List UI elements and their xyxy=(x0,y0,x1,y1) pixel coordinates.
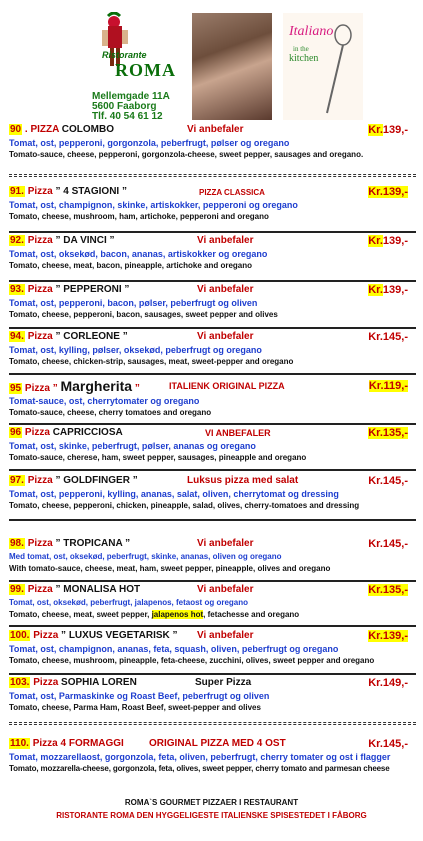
divider xyxy=(9,174,416,177)
item-pizza-label: Pizza xyxy=(27,235,53,246)
item-name: ” 4 STAGIONI ” xyxy=(55,186,127,197)
divider xyxy=(9,231,416,233)
item-ingredients-da: Tomat, ost, champignon, skinke, artiskokker, pepperoni og oregano xyxy=(9,200,298,210)
owners-photo xyxy=(192,13,272,120)
item-ingredients-en: Tomato, cheese, pepperoni, chicken, pineapple, salad, olives, cherry-tomatoes and dressing xyxy=(9,501,360,510)
item-pizza-label: Pizza xyxy=(32,738,58,749)
item-number: 93. xyxy=(10,284,24,295)
item-ingredients-en: Tomato, cheese, meat, bacon, pineapple, artichoke and oregano xyxy=(9,261,253,270)
item-pizza-label: Pizza xyxy=(24,427,50,438)
item-ingredients-da: Med tomat, ost, oksekød, peberfrugt, skinke, ananas, oliven og oregano xyxy=(9,552,282,561)
item-ingredients-da: Tomat, ost, pepperoni, bacon, pølser, peberfrugt og oliven xyxy=(9,298,258,308)
item-price: Kr.139,- xyxy=(368,630,408,642)
item-pizza-label: Pizza xyxy=(33,677,59,688)
item-pizza-label: . PIZZA xyxy=(24,124,59,135)
item-pizza-label: Pizza xyxy=(27,538,53,549)
item-number: 90 xyxy=(10,124,22,135)
item-name: ” PEPPERONI ” xyxy=(55,284,130,295)
item-ingredients-da: Tomat, ost, oksekød, bacon, ananas, artiskokker og oregano xyxy=(9,249,268,259)
item-name: CAPRICCIOSA xyxy=(52,427,123,438)
menu-item-103 xyxy=(9,676,416,713)
item-name: ” TROPICANA ” xyxy=(55,538,131,549)
menu-header xyxy=(0,0,423,122)
menu-item-97 xyxy=(9,474,416,511)
menu-item-98 xyxy=(9,537,416,574)
footer-line-2: RISTORANTE ROMA DEN HYGGELIGESTE ITALIENSKE SPISESTEDET I FÅBORG xyxy=(56,811,367,820)
item-name: ” CORLEONE ” xyxy=(55,331,128,342)
item-name: SOPHIA LOREN xyxy=(61,677,137,688)
divider xyxy=(9,280,416,282)
item-price: Kr.145,- xyxy=(368,538,408,550)
menu-item-99 xyxy=(9,583,416,620)
menu-item-95 xyxy=(9,377,416,418)
item-ingredients-da: Tomat, ost, pepperoni, gorgonzola, peberfrugt, pølser og oregano xyxy=(9,138,290,148)
item-ingredients-en: Tomato-sauce, cheese, cherry tomatoes and oregano xyxy=(9,408,212,417)
item-number: 110. xyxy=(10,738,29,749)
menu-item-94 xyxy=(9,330,416,367)
item-pizza-label: Pizza xyxy=(27,331,53,342)
item-pizza-label: Pizza xyxy=(27,284,53,295)
kitchen-word: kitchen xyxy=(289,53,319,64)
item-ingredients-en: Tomato, cheese, mushroom, pineapple, feta-cheese, zucchini, olives, sweet pepper and oregano xyxy=(9,656,375,665)
divider xyxy=(9,519,416,521)
item-number: 96 xyxy=(10,427,22,438)
item-ingredients-da: Tomat, ost, Parmaskinke og Roast Beef, peberfrugt og oliven xyxy=(9,691,270,701)
item-number: 92. xyxy=(10,235,24,246)
menu-item-90 xyxy=(9,123,416,160)
item-pizza-label: Pizza xyxy=(33,630,59,641)
menu-item-96 xyxy=(9,426,416,463)
item-number: 91. xyxy=(10,186,24,197)
item-tag: Luksus pizza med salat xyxy=(187,475,299,486)
item-tag: ORIGINAL PIZZA MED 4 OST xyxy=(149,738,286,749)
item-ingredients-da: Tomat, ost, oksekød, peberfrugt, jalapenos, fetaost og oregano xyxy=(9,598,248,607)
item-name: 4 FORMAGGI xyxy=(60,738,124,749)
divider xyxy=(9,722,416,725)
in-the-word: in the xyxy=(293,45,309,53)
divider xyxy=(9,423,416,425)
divider xyxy=(9,673,416,675)
item-ingredients-da: Tomat, mozzarellaost, gorgonzola, feta, oliven, peberfrugt, cherry tomater og ost i flagger xyxy=(9,752,391,762)
item-price: Kr.145,- xyxy=(368,738,408,750)
item-tag: Super Pizza xyxy=(195,677,252,688)
item-ingredients-da: Tomat, ost, champignon, ananas, feta, squash, oliven, peberfrugt og oregano xyxy=(9,644,339,654)
item-price: Kr.135,- xyxy=(368,427,408,439)
item-price: Kr.139,- xyxy=(368,284,408,296)
item-pizza-label: Pizza xyxy=(27,584,53,595)
item-name: ” GOLDFINGER ” xyxy=(55,475,138,486)
footer-line-1: ROMA`S GOURMET PIZZAER I RESTAURANT xyxy=(124,798,299,807)
item-tag: VI ANBEFALER xyxy=(205,428,271,438)
menu-item-91 xyxy=(9,185,416,222)
item-name: ” DA VINCI ” xyxy=(55,235,115,246)
item-price: Kr.139,- xyxy=(368,186,408,198)
item-ingredients-en: Tomato, cheese, meat, sweet pepper, jalapenos hot, fetachesse and oregano xyxy=(9,610,300,619)
item-ingredients-en: Tomato, mozzarella-cheese, gorgonzola, feta, olives, sweet pepper, cherry tomato and parmesan cheese xyxy=(9,764,390,773)
item-number: 97. xyxy=(10,475,24,486)
item-ingredients-en: Tomato, cheese, Parma Ham, Roast Beef, sweet-pepper and olives xyxy=(9,703,261,712)
item-tag: Vi anbefaler xyxy=(197,331,254,342)
item-ingredients-en: Tomato-sauce, cherese, ham, sweet pepper, sausages, pineapple and oregano xyxy=(9,453,307,462)
menu-item-92 xyxy=(9,234,416,271)
item-price: Kr.119,- xyxy=(368,380,408,392)
menu-item-93 xyxy=(9,283,416,320)
divider xyxy=(9,327,416,329)
item-tag: ITALIENK ORIGINAL PIZZA xyxy=(169,381,285,391)
item-ingredients-en: Tomato, cheese, chicken-strip, sausages, meat, sweet-pepper and oregano xyxy=(9,357,294,366)
item-name-suffix: ” xyxy=(134,383,140,394)
item-price: Kr.149,- xyxy=(368,677,408,689)
item-price: Kr.139,- xyxy=(368,235,408,247)
item-ingredients-da: Tomat, ost, pepperoni, kylling, ananas, salat, oliven, cherrytomat og dressing xyxy=(9,489,339,499)
item-tag: Vi anbefaler xyxy=(197,284,254,295)
item-number: 103. xyxy=(10,677,30,688)
item-number: 99. xyxy=(10,584,24,595)
item-price: Kr.135,- xyxy=(368,584,408,596)
item-tag: PIZZA CLASSICA xyxy=(199,188,265,197)
item-number: 95 xyxy=(10,383,22,394)
divider xyxy=(9,469,416,471)
item-ingredients-da: Tomat, ost, skinke, peberfrugt, pølser, ananas og oregano xyxy=(9,441,256,451)
divider xyxy=(9,373,416,375)
item-price: Kr.145,- xyxy=(368,331,408,343)
item-tag: Vi anbefaler xyxy=(197,235,254,246)
divider xyxy=(9,580,416,582)
item-pizza-label: Pizza xyxy=(27,186,53,197)
item-tag: Vi anbefaler xyxy=(197,538,254,549)
item-ingredients-en: Tomato-sauce, cheese, pepperoni, gorgonzola-cheese, sweet pepper, sausages and oregano. xyxy=(9,150,364,159)
italiano-word: Italiano xyxy=(289,24,334,39)
item-pizza-label: Pizza ” xyxy=(24,383,58,394)
italiano-in-the-kitchen-logo xyxy=(283,13,363,120)
item-name: Margherita xyxy=(60,378,133,394)
item-tag: Vi anbefaler xyxy=(197,630,254,641)
item-number: 94. xyxy=(10,331,24,342)
divider xyxy=(9,625,416,627)
item-ingredients-da: Tomat-sauce, ost, cherrytomater og oregano xyxy=(9,396,200,406)
item-pizza-label: Pizza xyxy=(27,475,53,486)
item-ingredients-en: Tomato, cheese, mushroom, ham, artichoke, pepperoni and oregano xyxy=(9,212,269,221)
item-ingredients-da: Tomat, ost, kylling, pølser, oksekød, peberfrugt og oregano xyxy=(9,345,262,355)
address-city: 5600 Faaborg xyxy=(92,101,157,112)
item-ingredients-en: Tomato, cheese, pepperoni, bacon, sausages, sweet pepper and olives xyxy=(9,310,278,319)
address-phone: Tlf. 40 54 61 12 xyxy=(92,111,163,122)
item-tag: Vi anbefaler xyxy=(197,584,254,595)
brand-ristorante: Ristorante xyxy=(102,50,147,60)
address-street: Mellemgade 11A xyxy=(92,91,170,102)
brand-roma: ROMA xyxy=(115,60,176,80)
item-tag: Vi anbefaler xyxy=(187,124,244,135)
menu-item-110 xyxy=(9,737,416,774)
item-number: 98. xyxy=(10,538,24,549)
jalapenos-highlight: jalapenos hot xyxy=(151,610,204,619)
item-price: Kr.145,- xyxy=(368,475,408,487)
item-name: ” LUXUS VEGETARISK ” xyxy=(61,630,178,641)
item-name: COLOMBO xyxy=(61,124,114,135)
item-name: ” MONALISA HOT xyxy=(55,584,141,595)
menu-item-100 xyxy=(9,629,416,666)
item-number: 100. xyxy=(10,630,30,641)
item-ingredients-en: With tomato-sauce, cheese, meat, ham, sweet pepper, pineapple, olives and oregano xyxy=(9,564,331,573)
address-block xyxy=(92,92,170,122)
item-price: Kr.139,- xyxy=(368,124,408,136)
